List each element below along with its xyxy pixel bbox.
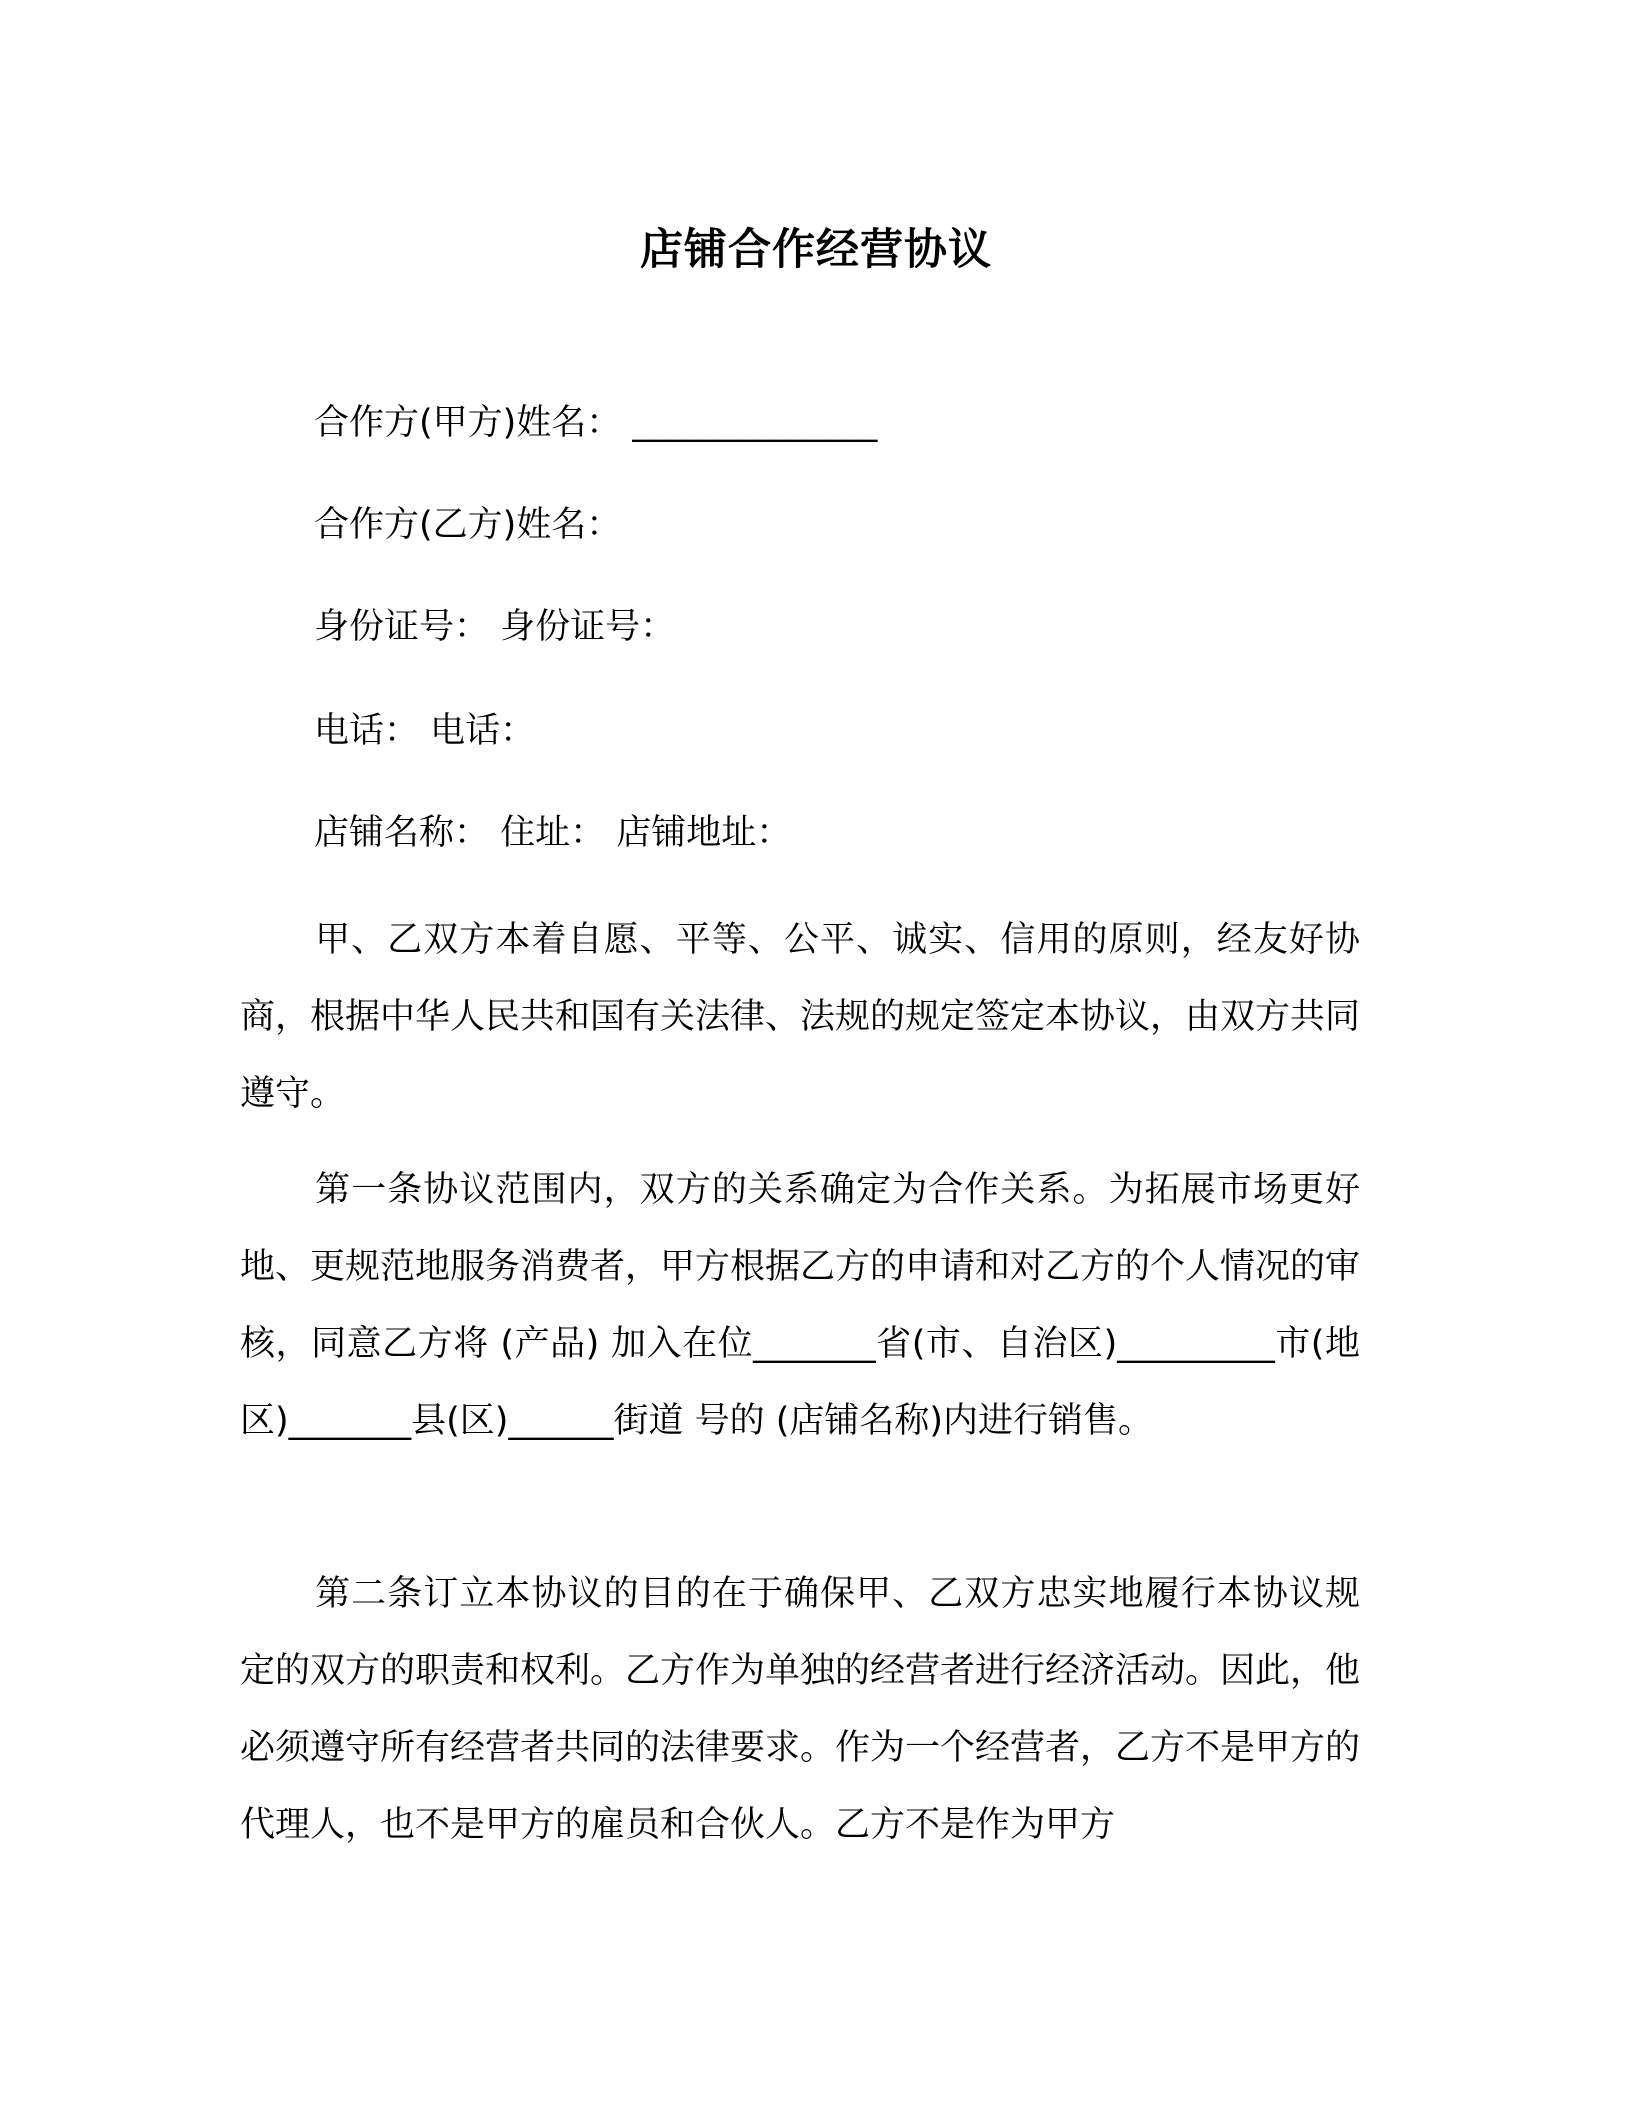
article-1-paragraph xyxy=(240,1152,1360,1460)
intro-paragraph-text: 甲、乙双方本着自愿、平等、公平、诚实、信用的原则，经友好协商，根据中华人民共和国有关法律、法规的规定签定本协议，由双方共同遵守。 xyxy=(240,920,1361,1114)
phone-field: 电话： 电话： xyxy=(314,711,536,751)
document-title: 店铺合作经营协议 xyxy=(640,225,992,275)
party-b-name-field: 合作方(乙方)姓名： xyxy=(314,505,622,545)
party-a-name-field: 合作方(甲方)姓名： ______________ xyxy=(314,403,878,443)
id-number-field: 身份证号： 身份证号： xyxy=(314,607,676,647)
intro-paragraph xyxy=(240,902,1360,1133)
article-1-text: 第一条协议范围内，双方的关系确定为合作关系。为拓展市场更好地、更规范地服务消费者，甲方根据乙方的申请和对乙方的个人情况的审核，同意乙方将 (产品) 加入在位_______省(市、自治区)_________市(地区)_______县(区)______街道 号的 (店铺名称)内进行销售。 xyxy=(240,1170,1361,1441)
article-2-text: 第二条订立本协议的目的在于确保甲、乙双方忠实地履行本协议规定的双方的职责和权利。乙方作为单独的经营者进行经济活动。因此，他必须遵守所有经营者共同的法律要求。作为一个经营者，乙方不是甲方的代理人，也不是甲方的雇员和合伙人。乙方不是作为甲方 xyxy=(240,1574,1361,1845)
article-2-paragraph xyxy=(240,1556,1360,1864)
shop-address-field: 店铺名称： 住址： 店铺地址： xyxy=(314,813,792,853)
